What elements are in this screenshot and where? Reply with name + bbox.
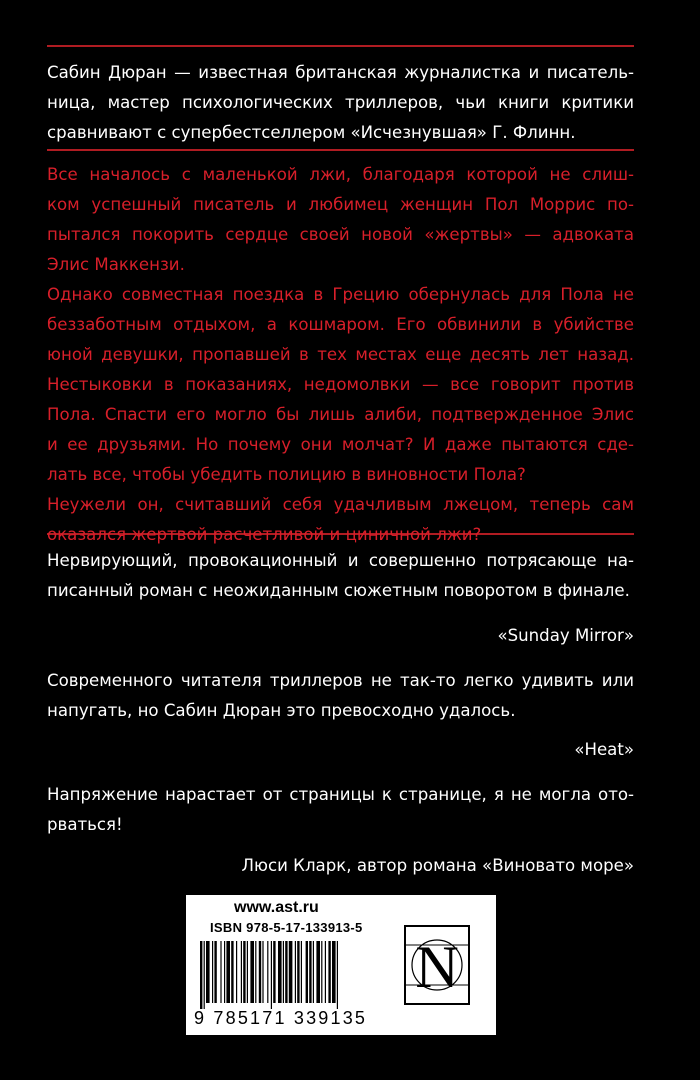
synopsis-line: юной девушки, пропавшей в тех местах еще десять лет назад. <box>47 345 634 364</box>
synopsis-line: Пола. Спасти его могло бы лишь алиби, подтвержденное Элис <box>47 405 634 424</box>
isbn-label: ISBN 978-5-17-133913-5 <box>210 920 363 935</box>
review-line: писанный роман с неожиданным сюжетным поворотом в финале. <box>47 581 630 600</box>
intro-line: сравнивают с супербестселлером «Исчезнувшая» Г. Флинн. <box>47 123 576 142</box>
review-line: Напряжение нарастает от страницы к странице, я не могла ото- <box>47 785 634 804</box>
synopsis-line: лать все, чтобы убедить полицию в виновности Пола? <box>47 465 526 484</box>
synopsis-line: Нестыковки в показаниях, недомолвки — все говорит против <box>47 375 634 394</box>
review-source: «Heat» <box>574 740 634 759</box>
synopsis-line: Однако совместная поездка в Грецию обернулась для Пола не <box>47 285 634 304</box>
synopsis-line: Все началось с маленькой лжи, благодаря которой не слиш- <box>47 165 634 184</box>
barcode-bars-icon <box>200 941 396 1009</box>
publisher-logo-icon <box>404 925 470 1005</box>
review-line: рваться! <box>47 815 123 834</box>
synopsis-line: пытался покорить сердце своей новой «жертвы» — адвоката <box>47 225 634 244</box>
review-line: Нервирующий, провокационный и совершенно потрясающе на- <box>47 551 634 570</box>
divider-top <box>47 45 634 47</box>
synopsis-line: Неужели он, считавший себя удачливым лжецом, теперь сам <box>47 495 634 514</box>
svg-text:N: N <box>415 934 459 1000</box>
review-quote <box>47 780 634 840</box>
intro-line: ница, мастер психологических триллеров, чьи книги критики <box>47 93 634 112</box>
review-source: «Sunday Mirror» <box>497 626 634 645</box>
review-line: Современного читателя триллеров не так-то легко удивить или <box>47 671 634 690</box>
review-quote <box>47 666 634 726</box>
synopsis-line: оказался жертвой расчетливой и циничной лжи? <box>47 525 482 544</box>
synopsis-line: ком успешный писатель и любимец женщин Пол Моррис по- <box>47 195 634 214</box>
publisher-url: www.ast.ru <box>234 899 319 916</box>
author-intro <box>47 58 634 148</box>
review-source: Люси Кларк, автор романа «Виновато море» <box>241 856 634 875</box>
synopsis-line: беззаботным отдыхом, а кошмаром. Его обвинили в убийстве <box>47 315 634 334</box>
synopsis-line: и ее друзьями. Но почему они молчат? И даже пытаются сде- <box>47 435 634 454</box>
synopsis <box>47 160 634 550</box>
barcode-block <box>186 895 496 1035</box>
barcode-digits: 9 785171 339135 <box>194 1008 368 1028</box>
intro-line: Сабин Дюран — известная британская журналистка и писатель- <box>47 63 634 82</box>
review-line: напугать, но Сабин Дюран это превосходно удалось. <box>47 701 516 720</box>
synopsis-line: Элис Маккензи. <box>47 255 185 274</box>
divider-intro <box>47 149 634 151</box>
review-quote <box>47 546 634 606</box>
